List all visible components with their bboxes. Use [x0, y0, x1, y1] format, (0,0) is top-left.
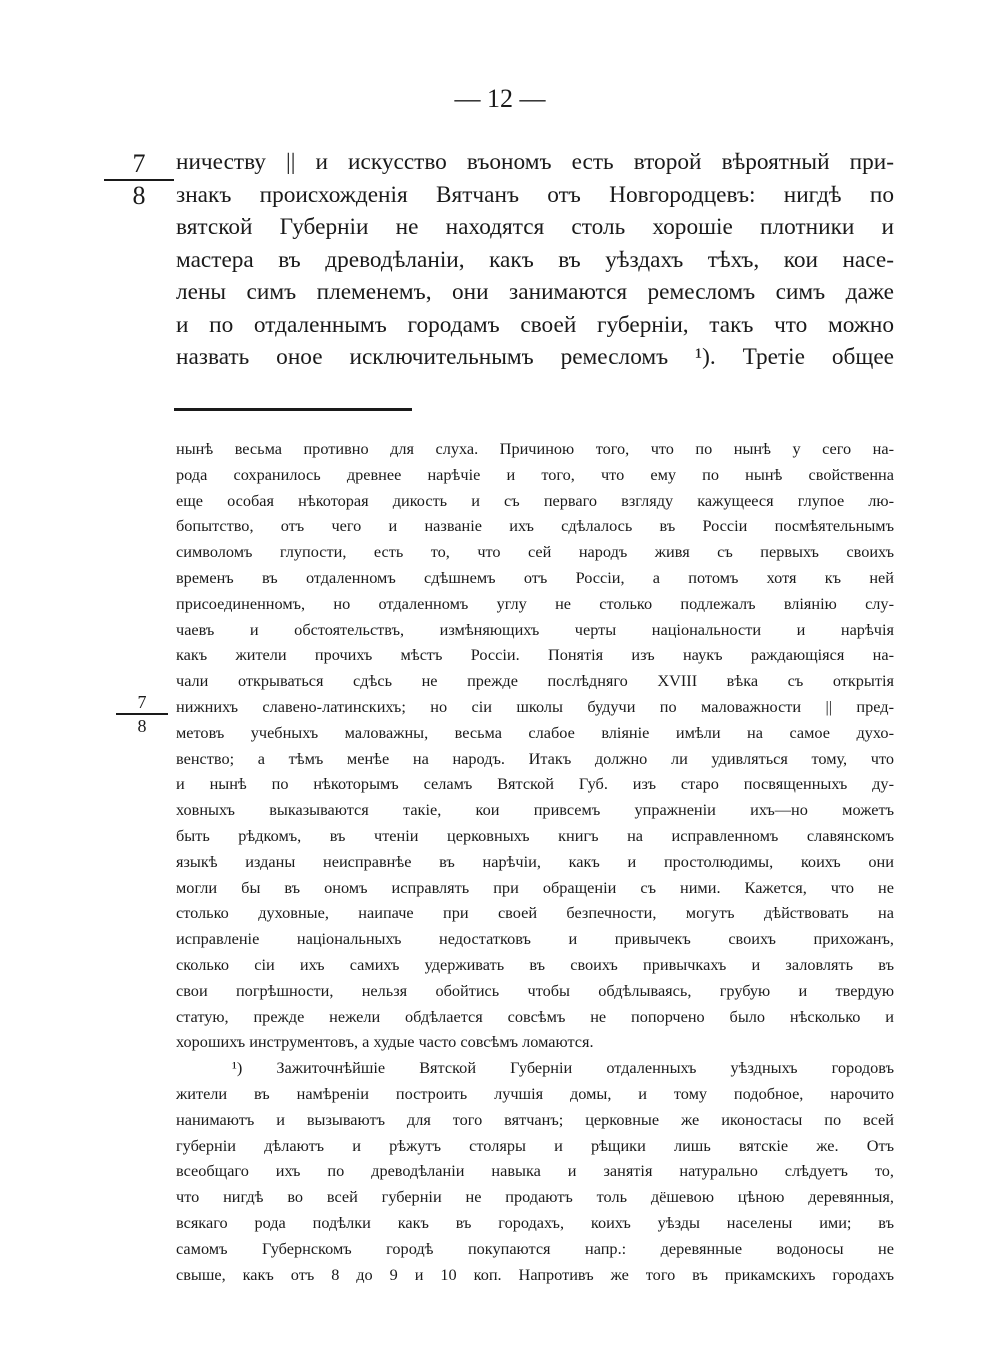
marker-top: 7: [132, 149, 146, 178]
text-line: лены симъ племенемъ, они занимаются ремесломъ симъ даже: [176, 279, 894, 305]
footnote-line: нынѣ весьма противно для слуха. Причиною того, что по нынѣ у сего на-: [176, 439, 894, 458]
footnote-line: присоединенномъ, но отдаленномъ углу не столько подлежалъ вліянію слу-: [176, 593, 894, 613]
footnote-line: какъ жители прочихъ мѣстъ Россіи. Понятія изъ наукъ раждающіяся на-: [176, 645, 894, 665]
text-line: и по отдаленнымъ городамъ своей губерніи, такъ что можно: [176, 311, 894, 338]
margin-folio-marker: [104, 150, 174, 210]
footnote-line: исправленіе національныхъ недостатковъ и привычекъ своихъ прихожанъ,: [176, 929, 894, 949]
text-line: знакъ происхожденія Вятчанъ отъ Новгородцевъ: нигдѣ по: [176, 181, 894, 208]
footnote-line: рода сохранилось древнее нарѣчіе и того, что ему по нынѣ свойственна: [176, 464, 894, 484]
footnote-1-line: ¹) Зажиточнѣйшіе Вятской Губерніи отдаленныхъ уѣздныхъ городовъ: [232, 1058, 894, 1078]
footnote-line: хорошихъ инструментовъ, а худые часто совсѣмъ ломаются.: [176, 1032, 594, 1052]
footnote-line: еще особая нѣкоторая дикость и съ перваго взгляду кажущееся глупое лю-: [176, 490, 894, 510]
footnote-line: статую, прежде нежели обдѣлается совсѣмъ не попорчено было нѣсколько и: [176, 1006, 894, 1026]
footnote-line: нижнихъ славено-латинскихъ; но сіи школы будучи по маловажности || пред-: [176, 696, 894, 716]
marker-rule: [116, 713, 168, 715]
main-text: [176, 146, 894, 374]
footnote-1-line: всякаго рода подѣлки какъ въ городахъ, коихъ уѣзды населены ими; въ: [176, 1212, 894, 1232]
footnote-line: бопытство, отъ чего и названіе ихъ сдѣлалось въ Россіи посмѣятельнымъ: [176, 516, 894, 536]
footnote-line: временъ въ отдаленномъ сдѣшнемъ отъ Россіи, а потомъ хотя къ ней: [176, 567, 894, 587]
footnote-1-line: самомъ Губернскомъ городѣ покупаются напр.: деревянные водоносы не: [176, 1238, 894, 1258]
footnote-line: ховныхъ выказываются такіе, кои привсемъ упражненіи ихъ—но можетъ: [176, 800, 894, 820]
footnote-line: столько духовные, наипаче при своей безпечности, могутъ дѣйствовать на: [176, 903, 894, 923]
footnotes: [176, 436, 894, 1287]
page-number: — 12 —: [454, 84, 546, 113]
footnote-1-line: губерніи дѣлаютъ и рѣжутъ столяры и рѣщики лишь вятскіе же. Отъ: [176, 1135, 894, 1155]
marker-bottom: 8: [137, 716, 147, 736]
footnote-1-line: что нигдѣ во всей губерніи не продаютъ толь дёшевою цѣною деревянныя,: [176, 1187, 894, 1207]
footnote-separator: [174, 408, 412, 411]
footnote-1-line: свыше, какъ отъ 8 до 9 и 10 коп. Напротивъ же того въ прикамскихъ городахъ: [176, 1264, 894, 1284]
text-line: ничеству || и искусство въономъ есть второй вѣроятный при-: [176, 149, 894, 175]
marker-top: 7: [137, 692, 147, 712]
footnote-line: сколько сіи ихъ самихъ удерживать въ своихъ привычкахъ и заловлять въ: [176, 954, 894, 974]
footnote-line: быть рѣдкомъ, въ чтеніи церковныхъ книгъ на исправленномъ славянскомъ: [176, 825, 894, 845]
text-line: назвать оное исключительнымъ ремесломъ ¹). Третіе общее: [176, 344, 894, 370]
footnote-line: языкѣ изданы неисправнѣе въ нарѣчіи, какъ и простолюдимы, коихъ они: [176, 851, 894, 871]
footnote-1-line: нанимаютъ и вызываютъ для того вятчанъ; церковные же иконостасы по всей: [176, 1109, 894, 1129]
footnote-line: и нынѣ по нѣкоторымъ селамъ Вятской Губ. изъ старо посвященныхъ ду-: [176, 774, 894, 794]
footnote-line: свои погрѣшности, нельзя обойтись чтобы обдѣлываясь, грубую и твердую: [176, 980, 894, 1000]
text-line: мастера въ древодѣланіи, какъ въ уѣздахъ тѣхъ, кои насе-: [176, 246, 894, 273]
footnote-line: символомъ глупости, есть то, что сей народъ живя съ первыхъ своихъ: [176, 542, 894, 562]
footnote-1-line: жители въ намѣреніи построить лучшія домы, и тому подобное, нарочито: [176, 1083, 894, 1103]
footnote-line: венство; а тѣмъ менѣе на народъ. Итакъ должно ли удивляться тому, что: [176, 748, 894, 768]
footnote-line: чали открываться сдѣсь не прежде послѣдняго XVIII вѣка съ открытія: [176, 671, 894, 691]
text-line: вятской Губерніи не находятся столь хорошіе плотники и: [176, 214, 894, 240]
marker-bottom: 8: [132, 181, 146, 210]
footnote-line: метовъ учебныхъ маловажны, весьма слабое вліяніе имѣли на самое духо-: [176, 722, 894, 742]
footnote-line: чаевъ и обстоятельствъ, измѣняющихъ черты національности и нарѣчія: [176, 619, 894, 639]
footnote-line: могли бы въ ономъ исправлять при обращеніи съ ними. Кажется, что не: [176, 877, 894, 897]
margin-folio-marker: [116, 692, 168, 736]
footnote-1-line: всеобщаго ихъ по древодѣланіи навыка и занятія натурально слѣдуетъ то,: [176, 1161, 894, 1181]
